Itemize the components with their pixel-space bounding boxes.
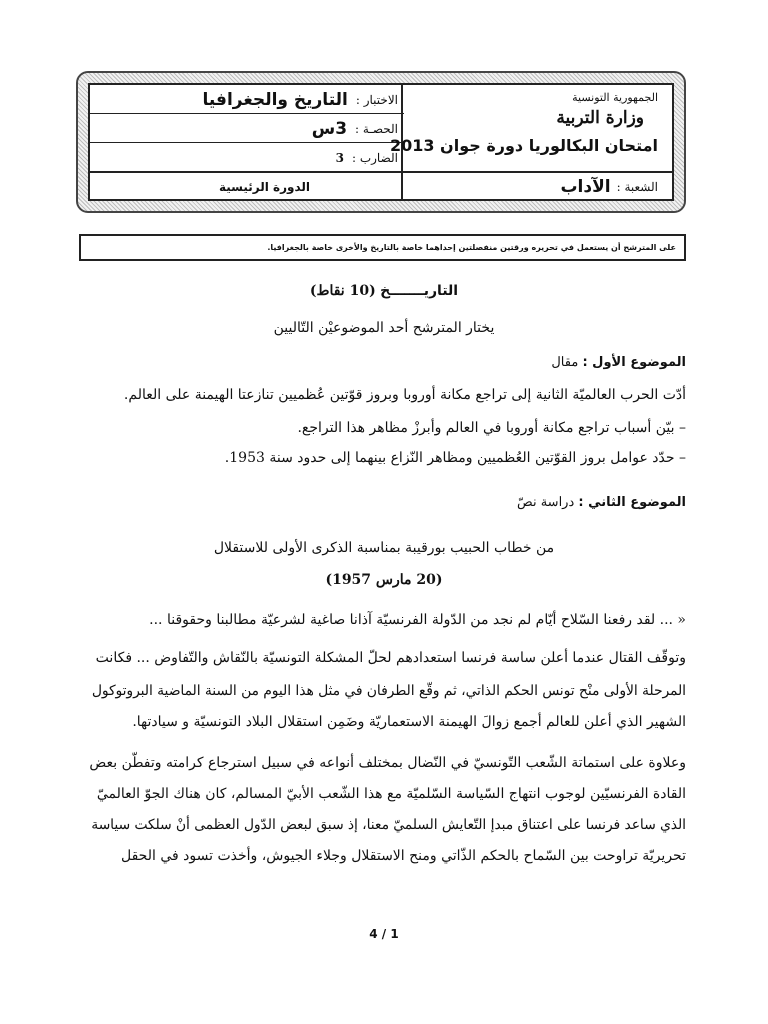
subject-value: التاريخ والجغرافيا (202, 90, 348, 110)
text-line: وعلاوة على استماتة الشّعب التّونسيّ في النّضال بمختلف أنواعه في سبيل استرجاع كرامته وتفطّن بعض (89, 755, 686, 771)
text-line: تحريريّة تراوحت بين السّماح بالحكم الذّاتي ومنح الاستقلال وجلاء الجيوش، وأخذت تسود في الحقل (121, 848, 686, 864)
exam-header-table (88, 83, 674, 201)
history-heading: التاريـــــــخ (10 نقاط) (309, 283, 459, 299)
session-label: الدورة الرئيسية (218, 180, 310, 194)
text-line: القادة الفرنسيّين لوجوب انتهاج السّياسة السّلميّة مع هذا الشّعب الأبيّ المسالم، كان هناك الجوّ العالميّ (96, 786, 686, 802)
topic2-header: الموضوع الثاني : دراسة نصّ (517, 495, 686, 510)
topic1-header: الموضوع الأول : مقال (551, 355, 686, 370)
republic-label: الجمهورية التونسية (572, 90, 658, 104)
text-line: وتوقّف القتال عندما أعلن ساسة فرنسا استعدادهم لحلّ المشكلة التونسيّة بالنّقاش والتّفاوض ... فكانت (95, 650, 686, 666)
subject-field: الاختبار : التاريخ والجغرافيا (202, 90, 398, 110)
duration-value: 3س (311, 118, 348, 139)
text-line: الذي ساعد فرنسا على اعتناق مبدإ التّعايش السلميّ معنا، إذ سبق لبعض الدّول العظمى أنْ سلكت سياسة (91, 817, 686, 833)
topic1-question-2: – حدّد عوامل بروز القوّتين العُظميين ومظاهر النّزاع بينهما إلى حدود سنة 1953. (224, 450, 686, 466)
section-field: الشعبة : الآداب (560, 177, 658, 197)
header-row-line (90, 142, 404, 143)
topic1-question-1: – بيّن أسباب تراجع مكانة أوروبا في العالم وأبرزْ مظاهر هذا التراجع. (297, 420, 686, 436)
text-line: المرحلة الأولى منْح تونس الحكم الذاتي، ثم وقّع الطرفان في مثل هذا اليوم من السنة الماضية البروتوكول (91, 683, 686, 699)
section-value: الآداب (560, 177, 611, 197)
candidate-notice: على المترشح أن يستعمل في تحريره ورقتين منفصلتين إحداهما خاصة بالتاريخ والأخرى خاصة بالجغرافيا. (79, 234, 686, 261)
ministry-label: وزارة التربية (556, 108, 644, 128)
text-line: « ... لقد رفعنا السّلاح أيّام لم نجد من الدّولة الفرنسيّة آذانا صاغية لشرعيّة مطالبنا وحقوقنا ... (149, 612, 686, 628)
exam-session-title: امتحان البكالوريا دورة جوان 2013 (389, 135, 658, 155)
coefficient-field: الضارب : 3 (335, 150, 398, 165)
page-number: 4 / 1 (369, 927, 399, 941)
topic1-intro: أدّت الحرب العالميّة الثانية إلى تراجع مكانة أوروبا وبروز قوّتين عُظميين تنازعتا الهيمنة على العالم. (123, 387, 686, 403)
text-title: من خطاب الحبيب بورقيبة بمناسبة الذكرى الأولى للاستقلال (213, 540, 555, 556)
text-date: (20 مارس 1957) (325, 572, 443, 588)
topic1-type: مقال (551, 355, 579, 370)
duration-field: الحصـة : 3س (311, 118, 398, 139)
topic2-type: دراسة نصّ (517, 495, 575, 510)
text-line: الشهير الذي أعلن للعالم أجمع زوالَ الهيمنة الاستعماريّة وضَمِن استقلال البلاد التونسيّة و سيادتها. (132, 714, 686, 730)
topic-instruction: يختار المترشح أحد الموضوعيْن التّاليين (273, 320, 495, 336)
exam-header-frame (76, 71, 686, 213)
history-points: (10 نقاط) (309, 283, 376, 299)
header-row-line (90, 171, 672, 173)
header-row-line (90, 113, 404, 114)
coefficient-value: 3 (335, 150, 344, 165)
